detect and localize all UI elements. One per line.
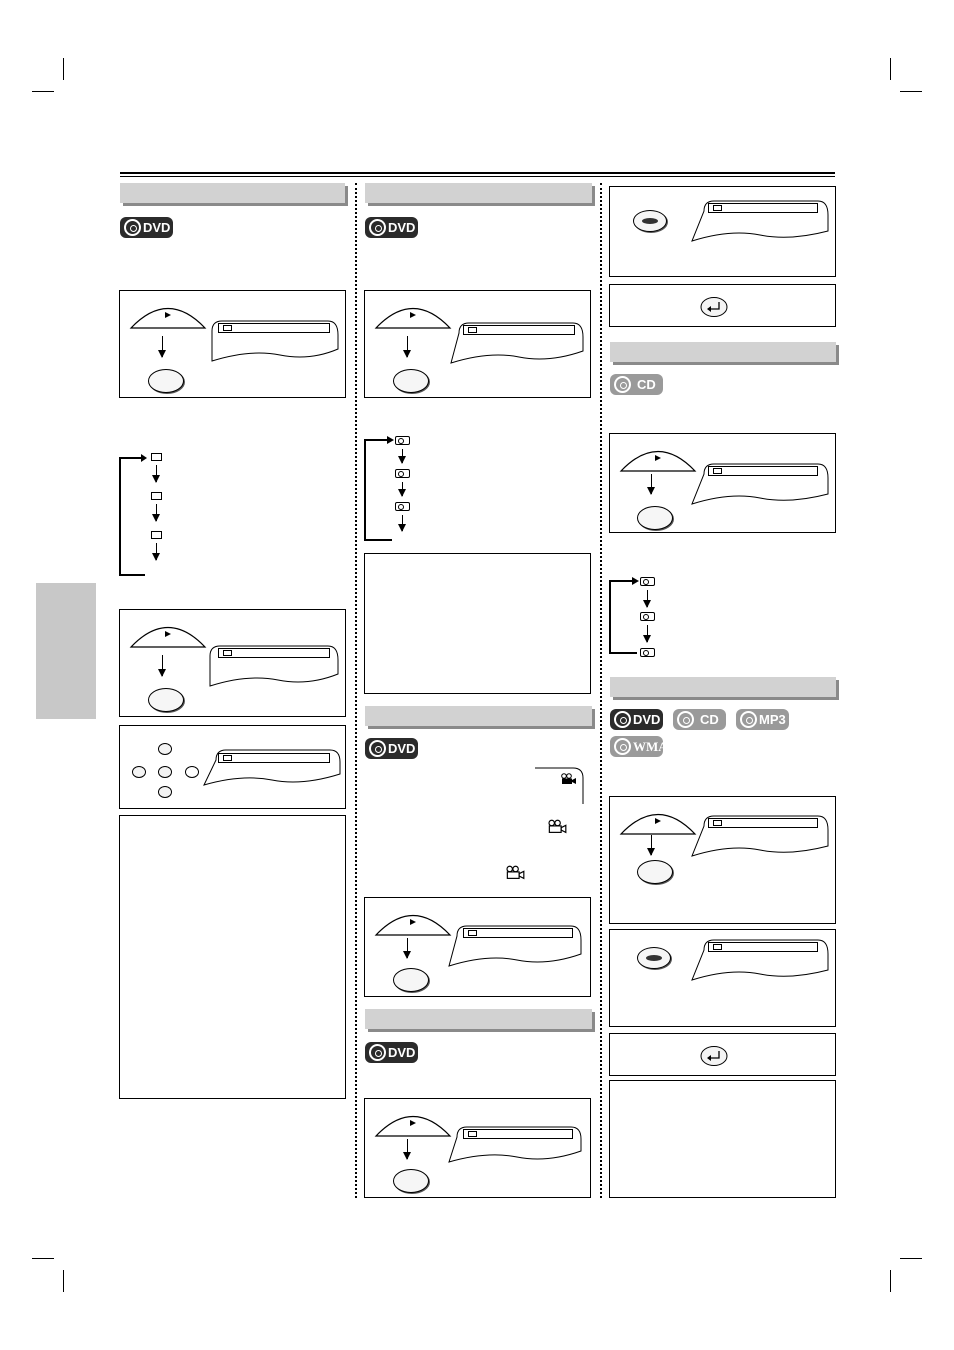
down-arrow [407,336,408,357]
side-tab [36,583,96,719]
mp3-badge: MP3 [736,709,789,730]
dvd-badge: DVD [365,1042,418,1063]
oval-button-icon[interactable] [148,688,184,712]
step-box [364,1098,591,1198]
disc-icon [677,711,694,728]
section-header [610,342,836,362]
osd-outline [447,1125,583,1165]
down-arrow [402,449,403,463]
crop-mark [32,91,54,92]
disc-icon [740,711,757,728]
camera-icon [560,773,577,785]
return-arrow-icon[interactable] [699,296,729,318]
osd-outline [690,199,830,244]
dvd-badge: DVD [610,709,663,730]
step-box [609,433,836,533]
camera-icon [505,865,525,880]
osd-outline [690,814,830,859]
section-header [365,183,592,203]
down-button[interactable] [158,786,172,798]
down-arrow [162,655,163,676]
setup-arrow-icon[interactable] [619,801,697,839]
section-header [365,706,592,726]
osd-outline [447,924,583,969]
down-arrow [402,482,403,496]
cycle-bracket [362,432,402,544]
note-box [609,1080,836,1198]
osd-outline [202,748,342,788]
disc-icon [369,1044,386,1061]
section-header [120,183,345,203]
top-rule [120,172,835,174]
down-arrow [647,625,648,642]
crop-mark [890,58,891,80]
down-arrow [156,465,157,482]
down-arrow [407,938,408,958]
setup-arrow-icon[interactable] [374,1103,452,1141]
osd-outline [210,319,340,364]
osd-outline [208,644,340,689]
crop-mark [63,58,64,80]
setup-arrow-icon[interactable] [129,295,207,333]
step-box [119,609,346,717]
oval-button-icon[interactable] [393,968,429,992]
subtitle-icon [151,492,162,500]
step-box [609,186,836,277]
step-box [364,897,591,997]
crop-mark [900,1258,922,1259]
column-separator [355,183,357,1198]
oval-button-icon[interactable] [637,860,673,884]
crop-mark [32,1258,54,1259]
step-box [609,796,836,924]
oval-button-icon[interactable] [148,369,184,393]
down-arrow [647,590,648,607]
step-box [609,1033,836,1076]
osd-outline [449,321,585,366]
audio-icon [395,436,410,445]
column-separator [600,183,602,1198]
center-button[interactable] [158,766,172,778]
audio-icon [640,577,655,586]
down-arrow [402,515,403,531]
oval-button-icon[interactable] [393,1169,429,1193]
audio-icon [395,469,410,478]
setup-arrow-icon[interactable] [374,902,452,940]
down-arrow [651,474,652,494]
note-box [119,815,346,1099]
disc-icon [369,219,386,236]
step-box [609,284,836,327]
down-arrow [156,504,157,521]
cd-badge: CD [610,374,663,395]
step-box [119,725,346,809]
subtitle-icon [151,453,162,461]
dvd-badge: DVD [365,738,418,759]
crop-mark [900,91,922,92]
camera-icon [547,819,567,834]
oval-button-icon[interactable] [637,506,673,530]
return-arrow-icon[interactable] [699,1045,729,1067]
step-box [364,290,591,398]
down-arrow [156,543,157,560]
down-arrow [651,835,652,855]
oval-button-icon[interactable] [393,369,429,393]
audio-icon [395,502,410,511]
up-button[interactable] [158,743,172,755]
disc-icon [614,711,631,728]
cycle-bracket [117,450,157,578]
top-rule-thin [120,176,835,177]
wma-badge: WMA [610,736,663,757]
crop-mark [890,1270,891,1292]
note-box [364,553,591,694]
oval-button-icon[interactable] [637,947,671,969]
osd-outline [690,938,830,983]
disc-icon [614,376,631,393]
setup-arrow-icon[interactable] [619,438,697,476]
subtitle-icon [151,531,162,539]
section-header [365,1009,592,1029]
corner-line [533,766,587,806]
disc-icon [614,738,631,755]
disc-icon [369,740,386,757]
audio-icon [640,648,655,657]
disc-icon [124,219,141,236]
oval-button-icon[interactable] [633,210,667,232]
dvd-badge: DVD [365,217,418,238]
crop-mark [63,1270,64,1292]
dvd-badge: DVD [120,217,173,238]
setup-arrow-icon[interactable] [129,614,207,652]
down-arrow [407,1139,408,1159]
step-box [119,290,346,398]
setup-arrow-icon[interactable] [374,295,452,333]
audio-icon [640,612,655,621]
section-header [610,677,836,697]
step-box [609,929,836,1027]
down-arrow [162,336,163,357]
left-button[interactable] [132,766,146,778]
osd-outline [690,462,830,507]
right-button[interactable] [185,766,199,778]
cd-badge: CD [673,709,726,730]
